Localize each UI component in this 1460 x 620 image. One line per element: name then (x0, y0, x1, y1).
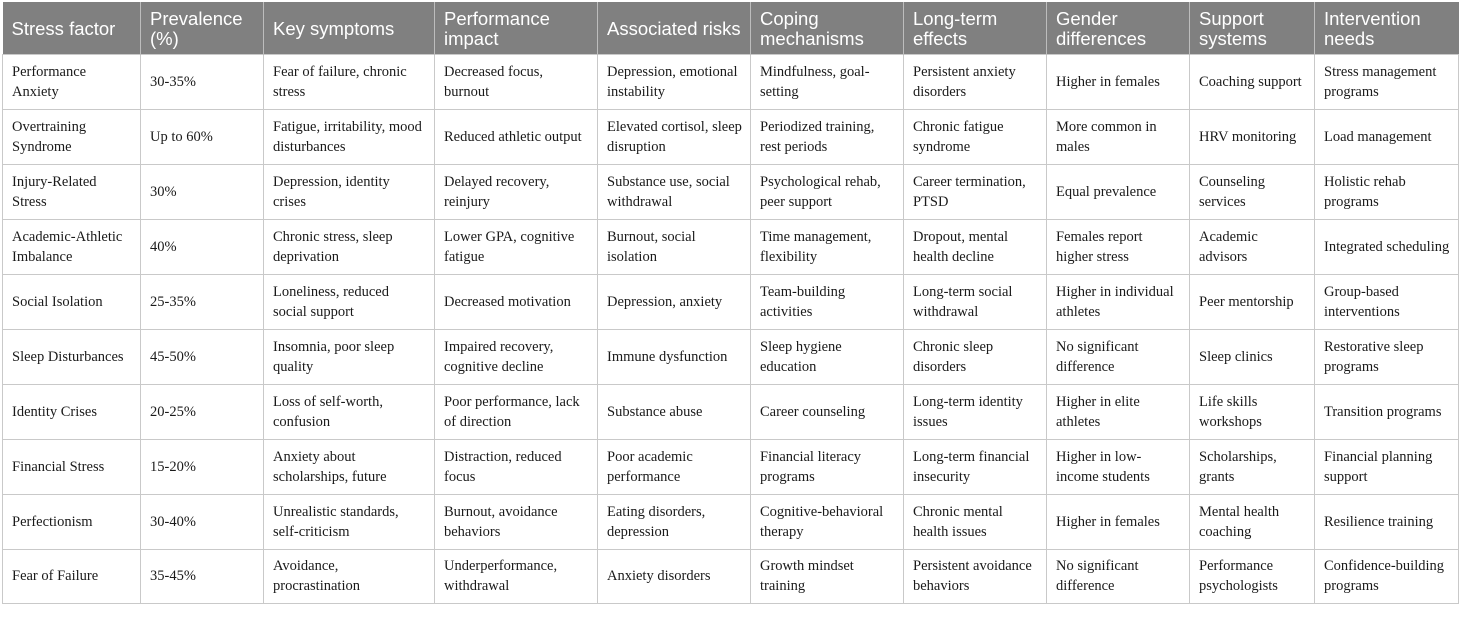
table-row (3, 109, 1459, 164)
table-cell: Mindfulness, goal-setting (751, 54, 904, 109)
table-cell: No significant difference (1047, 329, 1190, 384)
table-cell: Distraction, reduced focus (435, 439, 598, 494)
table-cell: Growth mindset training (751, 549, 904, 603)
table-cell: Transition programs (1315, 384, 1459, 439)
row-label-cell: Injury-Related Stress (3, 164, 141, 219)
table-cell: Financial planning support (1315, 439, 1459, 494)
table-cell: 15-20% (141, 439, 264, 494)
table-cell: Unrealistic standards, self-criticism (264, 494, 435, 549)
table-cell: Time management, flexibility (751, 219, 904, 274)
table-cell: Reduced athletic output (435, 109, 598, 164)
table-cell: Resilience training (1315, 494, 1459, 549)
table-cell: Lower GPA, cognitive fatigue (435, 219, 598, 274)
table-row (3, 164, 1459, 219)
row-label-cell: Overtraining Syndrome (3, 109, 141, 164)
table-row (3, 384, 1459, 439)
table-cell: Chronic sleep disorders (904, 329, 1047, 384)
table-cell: Loss of self-worth, confusion (264, 384, 435, 439)
table-cell: Anxiety about scholarships, future (264, 439, 435, 494)
row-label-cell: Social Isolation (3, 274, 141, 329)
table-cell: Chronic fatigue syndrome (904, 109, 1047, 164)
table-cell: Poor academic performance (598, 439, 751, 494)
table-cell: Life skills workshops (1190, 384, 1315, 439)
table-cell: Eating disorders, depression (598, 494, 751, 549)
table-cell: Sleep clinics (1190, 329, 1315, 384)
table-cell: Career counseling (751, 384, 904, 439)
column-header: Associated risks (598, 2, 751, 54)
row-label-cell: Academic-Athletic Imbalance (3, 219, 141, 274)
column-header: Performance impact (435, 2, 598, 54)
column-header: Coping mechanisms (751, 2, 904, 54)
table-row (3, 54, 1459, 109)
table-cell: Decreased motivation (435, 274, 598, 329)
table-row (3, 274, 1459, 329)
table-cell: Burnout, avoidance behaviors (435, 494, 598, 549)
table-cell: Dropout, mental health decline (904, 219, 1047, 274)
table-cell: Elevated cortisol, sleep disruption (598, 109, 751, 164)
table-cell: Equal prevalence (1047, 164, 1190, 219)
table-cell: Higher in individual athletes (1047, 274, 1190, 329)
table-cell: 25-35% (141, 274, 264, 329)
table-row (3, 219, 1459, 274)
table-cell: Depression, emotional instability (598, 54, 751, 109)
table-cell: Holistic rehab programs (1315, 164, 1459, 219)
table-cell: Sleep hygiene education (751, 329, 904, 384)
table-cell: Academic advisors (1190, 219, 1315, 274)
header-row (3, 2, 1459, 54)
column-header: Support systems (1190, 2, 1315, 54)
table-cell: Higher in elite athletes (1047, 384, 1190, 439)
table-cell: Confidence-building programs (1315, 549, 1459, 603)
table-cell: Underperformance, withdrawal (435, 549, 598, 603)
column-header: Key symptoms (264, 2, 435, 54)
table-body (3, 54, 1459, 603)
table-cell: Insomnia, poor sleep quality (264, 329, 435, 384)
table-cell: Fear of failure, chronic stress (264, 54, 435, 109)
table-cell: Poor performance, lack of direction (435, 384, 598, 439)
table-cell: Cognitive-behavioral therapy (751, 494, 904, 549)
table-cell: Higher in females (1047, 54, 1190, 109)
column-header: Gender differences (1047, 2, 1190, 54)
table-cell: Substance abuse (598, 384, 751, 439)
row-label-cell: Performance Anxiety (3, 54, 141, 109)
stress-factors-table (2, 2, 1459, 604)
row-label-cell: Financial Stress (3, 439, 141, 494)
table-cell: Persistent avoidance behaviors (904, 549, 1047, 603)
table-row (3, 329, 1459, 384)
table-cell: Counseling services (1190, 164, 1315, 219)
table-cell: No significant difference (1047, 549, 1190, 603)
column-header: Prevalence (%) (141, 2, 264, 54)
table-cell: Immune dysfunction (598, 329, 751, 384)
table-cell: Peer mentorship (1190, 274, 1315, 329)
table-cell: Chronic mental health issues (904, 494, 1047, 549)
table-cell: Long-term financial insecurity (904, 439, 1047, 494)
table-cell: Integrated scheduling (1315, 219, 1459, 274)
table-cell: Restorative sleep programs (1315, 329, 1459, 384)
table-cell: Long-term social withdrawal (904, 274, 1047, 329)
table-cell: Periodized training, rest periods (751, 109, 904, 164)
table-cell: Substance use, social withdrawal (598, 164, 751, 219)
table-cell: Higher in low-income students (1047, 439, 1190, 494)
table-cell: 45-50% (141, 329, 264, 384)
table-cell: 30% (141, 164, 264, 219)
table-cell: 30-40% (141, 494, 264, 549)
table-cell: Coaching support (1190, 54, 1315, 109)
table-cell: Depression, identity crises (264, 164, 435, 219)
table-cell: Loneliness, reduced social support (264, 274, 435, 329)
table-cell: 40% (141, 219, 264, 274)
table-cell: Stress management programs (1315, 54, 1459, 109)
table-cell: Chronic stress, sleep deprivation (264, 219, 435, 274)
table-cell: More common in males (1047, 109, 1190, 164)
row-label-cell: Identity Crises (3, 384, 141, 439)
table-cell: Up to 60% (141, 109, 264, 164)
table-cell: Persistent anxiety disorders (904, 54, 1047, 109)
table-cell: Burnout, social isolation (598, 219, 751, 274)
table-cell: Performance psychologists (1190, 549, 1315, 603)
table-header (3, 2, 1459, 54)
column-header: Stress factor (3, 2, 141, 54)
table-cell: Decreased focus, burnout (435, 54, 598, 109)
row-label-cell: Fear of Failure (3, 549, 141, 603)
table-cell: Impaired recovery, cognitive decline (435, 329, 598, 384)
table-cell: Financial literacy programs (751, 439, 904, 494)
table-row (3, 549, 1459, 603)
column-header: Intervention needs (1315, 2, 1459, 54)
table-cell: 35-45% (141, 549, 264, 603)
table-row (3, 439, 1459, 494)
row-label-cell: Sleep Disturbances (3, 329, 141, 384)
row-label-cell: Perfectionism (3, 494, 141, 549)
table-cell: 30-35% (141, 54, 264, 109)
table-cell: Higher in females (1047, 494, 1190, 549)
table-cell: Fatigue, irritability, mood disturbances (264, 109, 435, 164)
table-cell: Psychological rehab, peer support (751, 164, 904, 219)
table-cell: HRV monitoring (1190, 109, 1315, 164)
table-cell: Anxiety disorders (598, 549, 751, 603)
table-cell: Delayed recovery, reinjury (435, 164, 598, 219)
column-header: Long-term effects (904, 2, 1047, 54)
table-cell: Team-building activities (751, 274, 904, 329)
table-cell: Mental health coaching (1190, 494, 1315, 549)
table-cell: Load management (1315, 109, 1459, 164)
table-cell: Career termination, PTSD (904, 164, 1047, 219)
table-cell: Long-term identity issues (904, 384, 1047, 439)
table-cell: Avoidance, procrastination (264, 549, 435, 603)
table-cell: Scholarships, grants (1190, 439, 1315, 494)
table-row (3, 494, 1459, 549)
table-cell: Group-based interventions (1315, 274, 1459, 329)
table-cell: 20-25% (141, 384, 264, 439)
table-cell: Females report higher stress (1047, 219, 1190, 274)
table-cell: Depression, anxiety (598, 274, 751, 329)
